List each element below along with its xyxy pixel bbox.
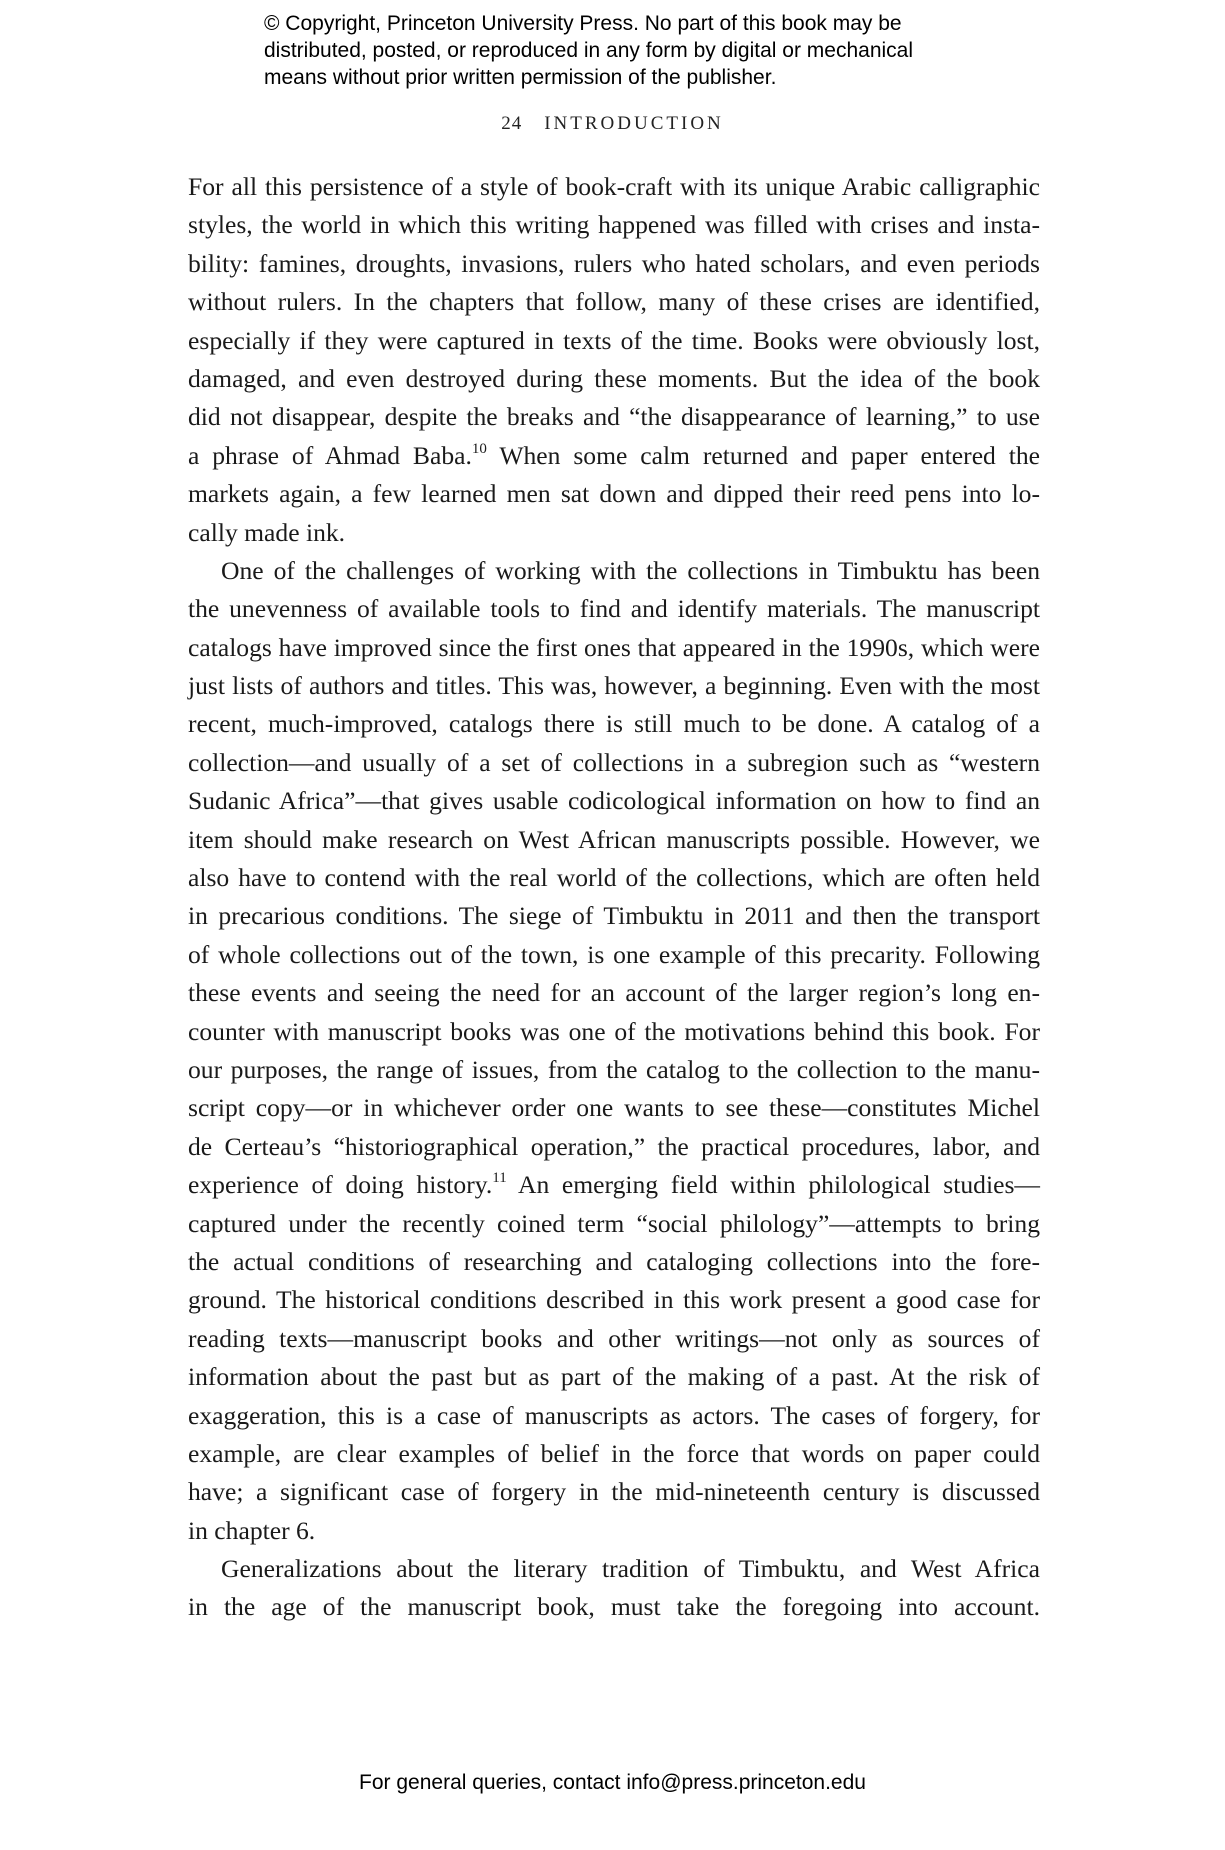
text-line: de Certeau’s “historiographical operation,” the practical procedures, labor, and [188, 1131, 1040, 1161]
text-line: just lists of authors and titles. This was, however, a beginning. Even with the most [188, 671, 1040, 701]
body-text [188, 168, 1040, 1627]
copyright-line: © Copyright, Princeton University Press. No part of this book may be [264, 12, 902, 35]
text-line: information about the past but as part of the making of a past. At the risk of [188, 1362, 1040, 1392]
paragraph [188, 1550, 1040, 1627]
text-segment: When some calm returned and paper entered the [486, 440, 1040, 470]
text-line: catalogs have improved since the first ones that appeared in the 1990s, which were [188, 632, 1040, 662]
text-line: also have to contend with the real world of the collections, which are often held [188, 863, 1040, 893]
text-line [188, 437, 1040, 475]
paragraph [188, 168, 1040, 552]
text-line: cally made ink. [188, 517, 346, 547]
page-number: 24 [501, 113, 523, 134]
text-line: counter with manuscript books was one of the motivations behind this book. For [188, 1016, 1040, 1046]
footnote-ref-11[interactable]: 11 [492, 1170, 507, 1187]
text-line: Generalizations about the literary tradition of Timbuktu, and West Africa [221, 1554, 1040, 1584]
text-line: of whole collections out of the town, is one example of this precarity. Following [188, 939, 1040, 969]
text-segment: a phrase of Ahmad Baba. [188, 440, 472, 470]
text-segment: experience of doing history. [188, 1170, 493, 1200]
text-line: collection—and usually of a set of collections in a subregion such as “western [188, 747, 1040, 777]
text-line: our purposes, the range of issues, from the catalog to the collection to the manu- [188, 1054, 1040, 1084]
text-line: in the age of the manuscript book, must take the foregoing into account. [188, 1592, 1040, 1622]
text-line: example, are clear examples of belief in the force that words on paper could [188, 1438, 1040, 1468]
text-line: styles, the world in which this writing happened was filled with crises and insta- [188, 210, 1040, 240]
running-head-title: INTRODUCTION [544, 113, 724, 134]
text-line: the actual conditions of researching and cataloging collections into the fore- [188, 1246, 1040, 1276]
text-line: without rulers. In the chapters that follow, many of these crises are identified, [188, 287, 1040, 317]
text-line: have; a significant case of forgery in the mid-nineteenth century is discussed [188, 1477, 1040, 1507]
text-line: the unevenness of available tools to find and identify materials. The manuscript [188, 594, 1040, 624]
text-line: captured under the recently coined term “social philology”—attempts to bring [188, 1208, 1040, 1238]
text-line: especially if they were captured in texts of the time. Books were obviously lost, [188, 325, 1040, 355]
text-line: in precarious conditions. The siege of Timbuktu in 2011 and then the transport [188, 901, 1040, 931]
footnote-ref-10[interactable]: 10 [471, 440, 487, 457]
text-line: reading texts—manuscript books and other writings—not only as sources of [188, 1323, 1040, 1353]
running-head [0, 113, 1225, 135]
text-line: markets again, a few learned men sat down and dipped their reed pens into lo- [188, 479, 1040, 509]
text-line: damaged, and even destroyed during these moments. But the idea of the book [188, 363, 1040, 393]
text-line: script copy—or in whichever order one wants to see these—constitutes Michel [188, 1093, 1040, 1123]
paragraph [188, 552, 1040, 1550]
text-line: did not disappear, despite the breaks and “the disappearance of learning,” to use [188, 402, 1040, 432]
copyright-line: means without prior written permission of the publisher. [264, 66, 777, 89]
text-line: For all this persistence of a style of book-craft with its unique Arabic calligraphic [188, 172, 1040, 201]
text-line: recent, much-improved, catalogs there is still much to be done. A catalog of a [188, 709, 1040, 739]
text-line [188, 1166, 1040, 1204]
copyright-notice [264, 10, 1024, 91]
text-line: bility: famines, droughts, invasions, rulers who hated scholars, and even periods [188, 248, 1040, 278]
text-line: these events and seeing the need for an account of the larger region’s long en- [188, 978, 1040, 1008]
text-line: in chapter 6. [188, 1515, 316, 1545]
copyright-line: distributed, posted, or reproduced in any form by digital or mechanical [264, 39, 914, 62]
text-line: One of the challenges of working with the collections in Timbuktu has been [221, 555, 1040, 585]
text-line: exaggeration, this is a case of manuscripts as actors. The cases of forgery, for [188, 1400, 1040, 1430]
footer-contact: For general queries, contact info@press.princeton.edu [359, 1771, 866, 1794]
text-line: item should make research on West African manuscripts possible. However, we [188, 824, 1040, 854]
text-line: ground. The historical conditions described in this work present a good case for [188, 1285, 1040, 1315]
text-line: Sudanic Africa”—that gives usable codicological information on how to find an [188, 786, 1040, 816]
text-segment: An emerging field within philological studies— [506, 1170, 1040, 1200]
